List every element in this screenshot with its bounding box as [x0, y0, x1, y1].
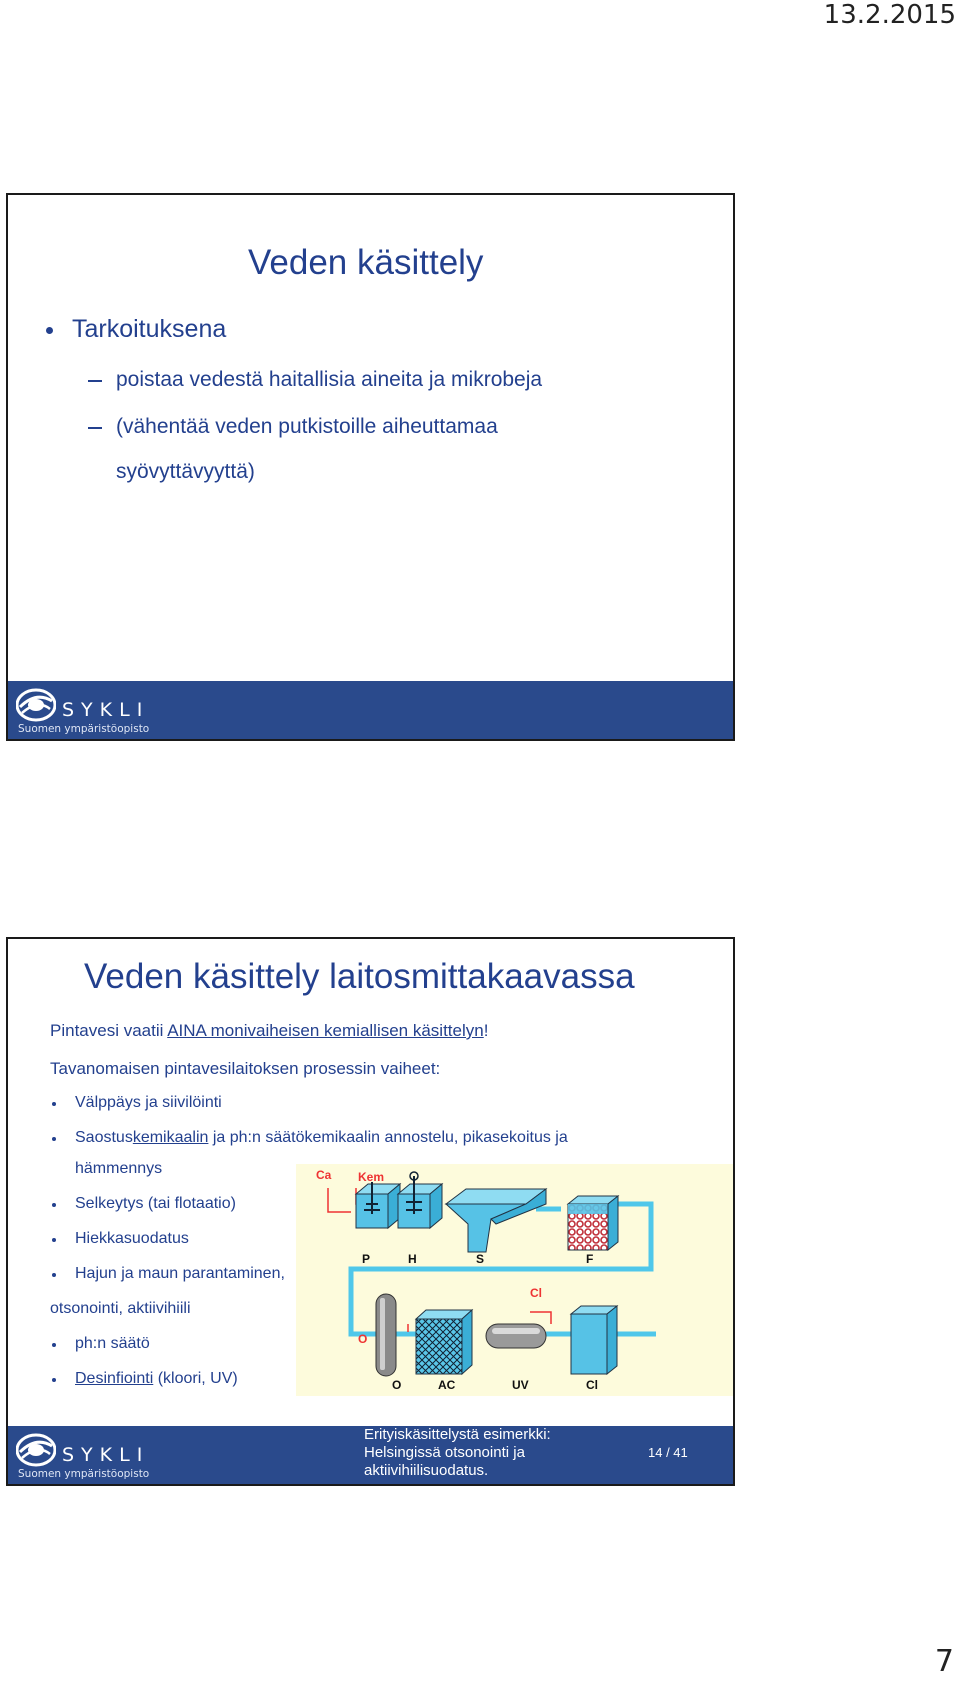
intro-text: Pintavesi vaatii AINA monivaiheisen kemiallisen käsittelyn!: [50, 1021, 489, 1040]
dash-marker: [88, 427, 102, 429]
label-cl-dose: Cl: [530, 1286, 542, 1300]
list-item: ph:n säätö: [50, 1335, 150, 1353]
tank-s: [446, 1189, 546, 1252]
sykli-swirl-icon: [16, 687, 56, 723]
sykli-logo: [16, 1430, 150, 1480]
label-o: O: [392, 1378, 402, 1392]
list-item: Välppäys ja siivilöinti: [50, 1094, 222, 1112]
list-item: Desinfiointi (kloori, UV): [50, 1370, 238, 1388]
tank-f: [568, 1196, 618, 1250]
bullet-dot: [52, 1102, 56, 1106]
process-diagram: [296, 1164, 735, 1396]
slide-laitosmittakaava: [6, 937, 735, 1486]
bullet-dot: [46, 327, 53, 334]
bullet-dot: [52, 1203, 56, 1207]
page-number: 7: [934, 1644, 954, 1679]
label-f: F: [586, 1252, 594, 1266]
slide-veden-kasittely: [6, 193, 735, 741]
sykli-swirl-icon: [16, 1432, 56, 1468]
bullet-dot: [52, 1238, 56, 1242]
page-date: 13.2.2015: [823, 0, 956, 30]
label-o-dose: O: [358, 1332, 368, 1346]
label-ca: Ca: [316, 1168, 332, 1182]
list-item: Hiekkasuodatus: [50, 1230, 189, 1248]
logo-wordmark: SYKLI: [62, 699, 150, 721]
list-item-continuation: hämmennys: [75, 1160, 163, 1177]
list-item: Saostuskemikaalin ja ph:n säätökemikaalin annostelu, pikasekoitus ja: [50, 1129, 568, 1147]
slide-title: Veden käsittely: [248, 243, 484, 282]
bullet-dot: [52, 1343, 56, 1347]
bullet-dot: [52, 1378, 56, 1382]
label-kem: Kem: [358, 1170, 385, 1184]
list-item: Hajun ja maun parantaminen,: [50, 1265, 285, 1283]
slide-footer: [8, 681, 733, 739]
label-ac: AC: [438, 1378, 456, 1392]
list-item-continuation: otsonointi, aktiivihiili: [50, 1300, 191, 1317]
tank-h: [398, 1172, 442, 1228]
list-item: Selkeytys (tai flotaatio): [50, 1195, 236, 1213]
bullet-tarkoituksena: Tarkoituksena: [52, 315, 226, 344]
logo-wordmark: SYKLI: [62, 1444, 150, 1466]
intro-emphasis: AINA monivaiheisen kemiallisen käsittelyn: [167, 1021, 484, 1040]
tank-uv: [486, 1324, 546, 1348]
tank-ac: [416, 1310, 472, 1374]
sub-bullet-2: (vähentää veden putkistoille aiheuttamaa: [88, 415, 498, 439]
label-cl: Cl: [586, 1378, 598, 1392]
bullet-dot: [52, 1273, 56, 1277]
label-h: H: [408, 1252, 417, 1266]
logo-subtitle: Suomen ympäristöopisto: [18, 723, 150, 735]
label-uv: UV: [512, 1378, 529, 1392]
process-lead: Tavanomaisen pintavesilaitoksen prosessin vaiheet:: [50, 1059, 441, 1078]
sykli-logo: [16, 685, 150, 735]
sub-bullet-2-continuation: syövyttävyyttä): [116, 460, 255, 483]
slide-number: 14 / 41: [648, 1445, 688, 1460]
footer-caption: Erityiskäsittelystä esimerkki: Helsingissä otsonointi ja aktiivihiilisuodatus.: [364, 1426, 551, 1479]
label-s: S: [476, 1252, 485, 1266]
tank-p: [356, 1182, 400, 1228]
label-p: P: [362, 1252, 371, 1266]
sub-bullet-1: poistaa vedestä haitallisia aineita ja mikrobeja: [88, 368, 542, 392]
tank-o: [376, 1294, 396, 1376]
dash-marker: [88, 380, 102, 382]
slide-title: Veden käsittely laitosmittakaavassa: [84, 957, 635, 996]
logo-subtitle: Suomen ympäristöopisto: [18, 1468, 150, 1480]
tank-cl: [571, 1306, 617, 1374]
bullet-dot: [52, 1137, 56, 1141]
